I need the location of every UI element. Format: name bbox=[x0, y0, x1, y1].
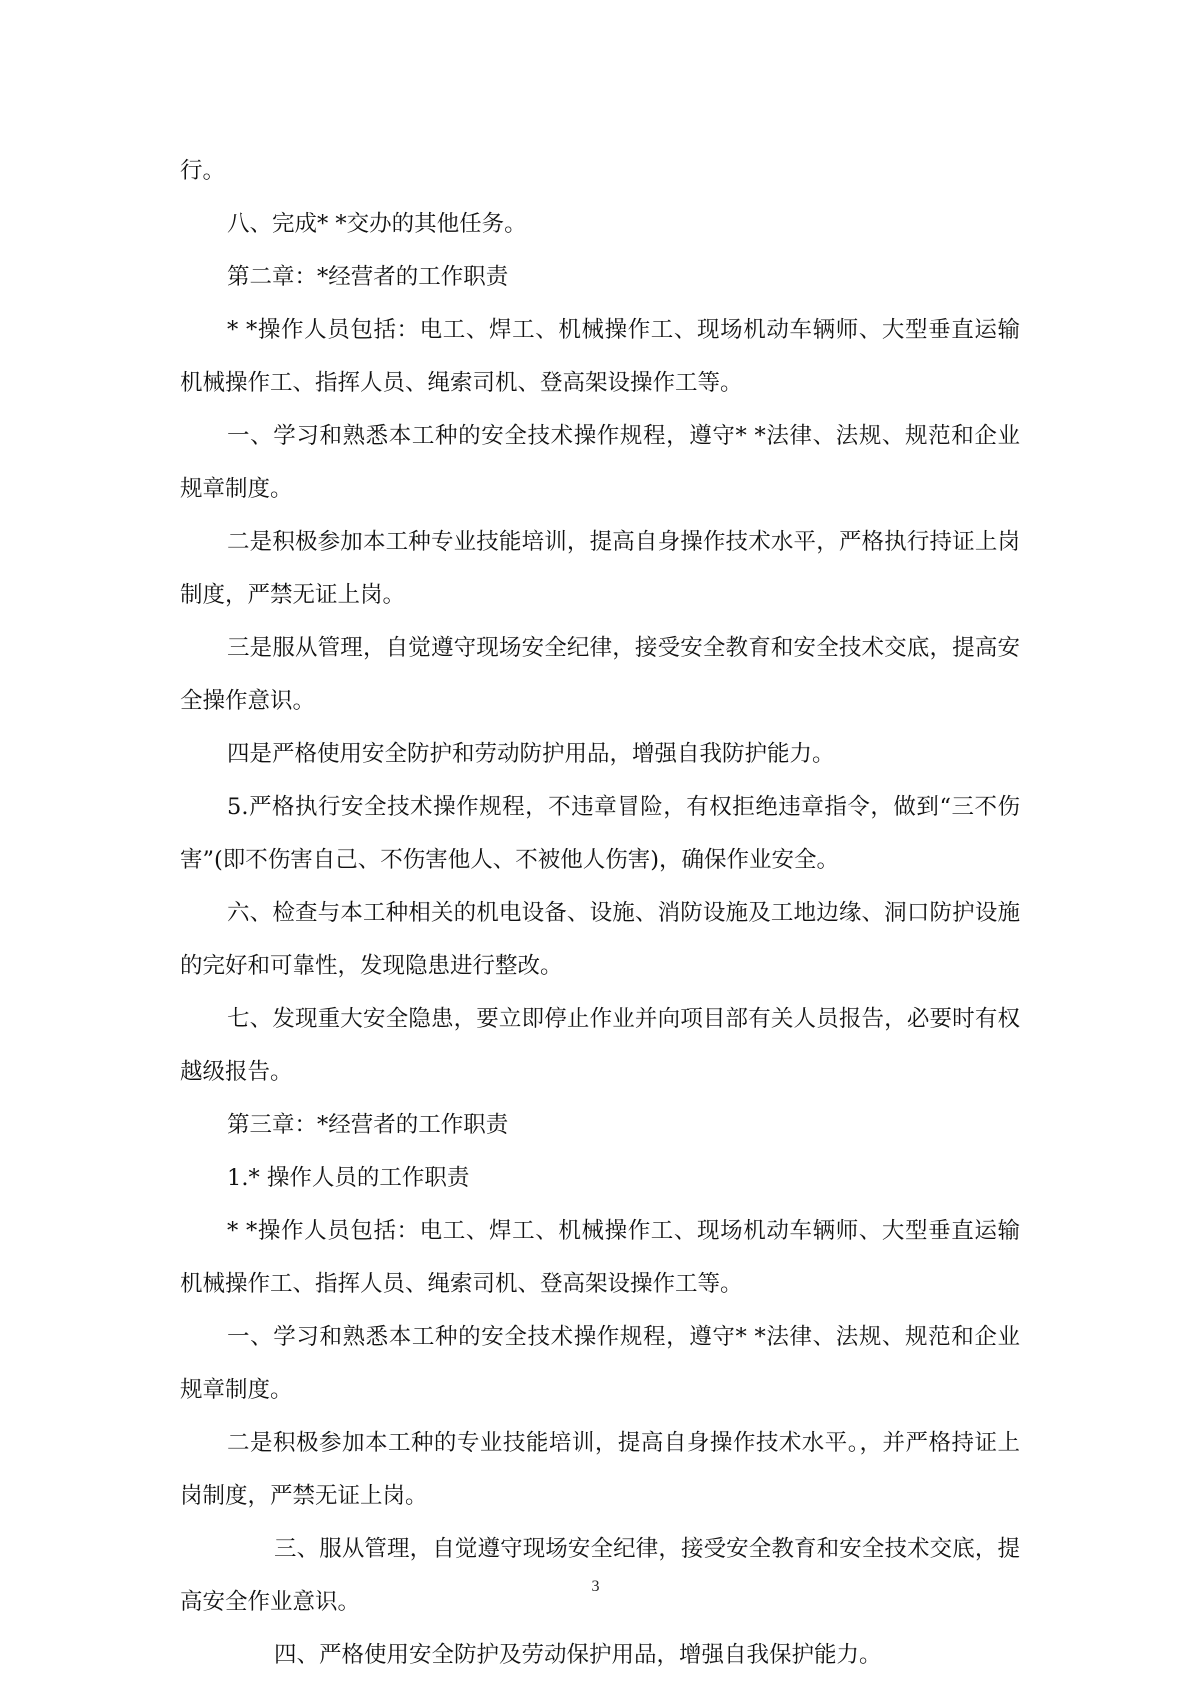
paragraph-item-8: 八、完成* *交办的其他任务。 bbox=[227, 211, 527, 237]
paragraph-duty-1b: 一、学习和熟悉本工种的安全技术操作规程，遵守* *法律、法规、规范和企业规章制度。 bbox=[180, 1324, 1020, 1403]
page-number: 3 bbox=[591, 1578, 600, 1595]
chapter-2-heading: 第二章：*经营者的工作职责 bbox=[227, 264, 509, 290]
section-1-heading: 1.* 操作人员的工作职责 bbox=[227, 1165, 470, 1191]
paragraph-duty-1: 一、学习和熟悉本工种的安全技术操作规程，遵守* *法律、法规、规范和企业规章制度。 bbox=[180, 423, 1020, 502]
document-body bbox=[180, 145, 1020, 1682]
paragraph-duty-3: 三是服从管理，自觉遵守现场安全纪律，接受安全教育和安全技术交底，提高安全操作意识。 bbox=[180, 635, 1020, 714]
paragraph-duty-3b: 三、服从管理，自觉遵守现场安全纪律，接受安全教育和安全技术交底，提高安全作业意识。 bbox=[180, 1536, 1020, 1615]
paragraph-duty-4: 四是严格使用安全防护和劳动防护用品，增强自我防护能力。 bbox=[227, 741, 835, 767]
paragraph-duty-2b: 二是积极参加本工种的专业技能培训，提高自身操作技术水平。，并严格持证上岗制度，严禁无证上岗。 bbox=[180, 1430, 1020, 1509]
paragraph-duty-4b: 四、严格使用安全防护及劳动保护用品，增强自我保护能力。 bbox=[274, 1642, 882, 1668]
paragraph-duty-2: 二是积极参加本工种专业技能培训，提高自身操作技术水平，严格执行持证上岗制度，严禁无证上岗。 bbox=[180, 529, 1020, 608]
paragraph-duty-7: 七、发现重大安全隐患，要立即停止作业并向项目部有关人员报告，必要时有权越级报告。 bbox=[180, 1006, 1020, 1085]
paragraph-operators-list-2: * *操作人员包括：电工、焊工、机械操作工、现场机动车辆师、大型垂直运输机械操作工、指挥人员、绳索司机、登高架设操作工等。 bbox=[180, 1218, 1020, 1297]
chapter-3-heading: 第三章：*经营者的工作职责 bbox=[227, 1112, 509, 1138]
paragraph-duty-6: 六、检查与本工种相关的机电设备、设施、消防设施及工地边缘、洞口防护设施的完好和可靠性，发现隐患进行整改。 bbox=[180, 900, 1020, 979]
paragraph-duty-5: 5.严格执行安全技术操作规程，不违章冒险，有权拒绝违章指令，做到“三不伤害”(即不伤害自己、不伤害他人、不被他人伤害)，确保作业安全。 bbox=[180, 794, 1020, 873]
paragraph-continuation: 行。 bbox=[180, 158, 226, 184]
paragraph-operators-list: * *操作人员包括：电工、焊工、机械操作工、现场机动车辆师、大型垂直运输机械操作工、指挥人员、绳索司机、登高架设操作工等。 bbox=[180, 317, 1020, 396]
